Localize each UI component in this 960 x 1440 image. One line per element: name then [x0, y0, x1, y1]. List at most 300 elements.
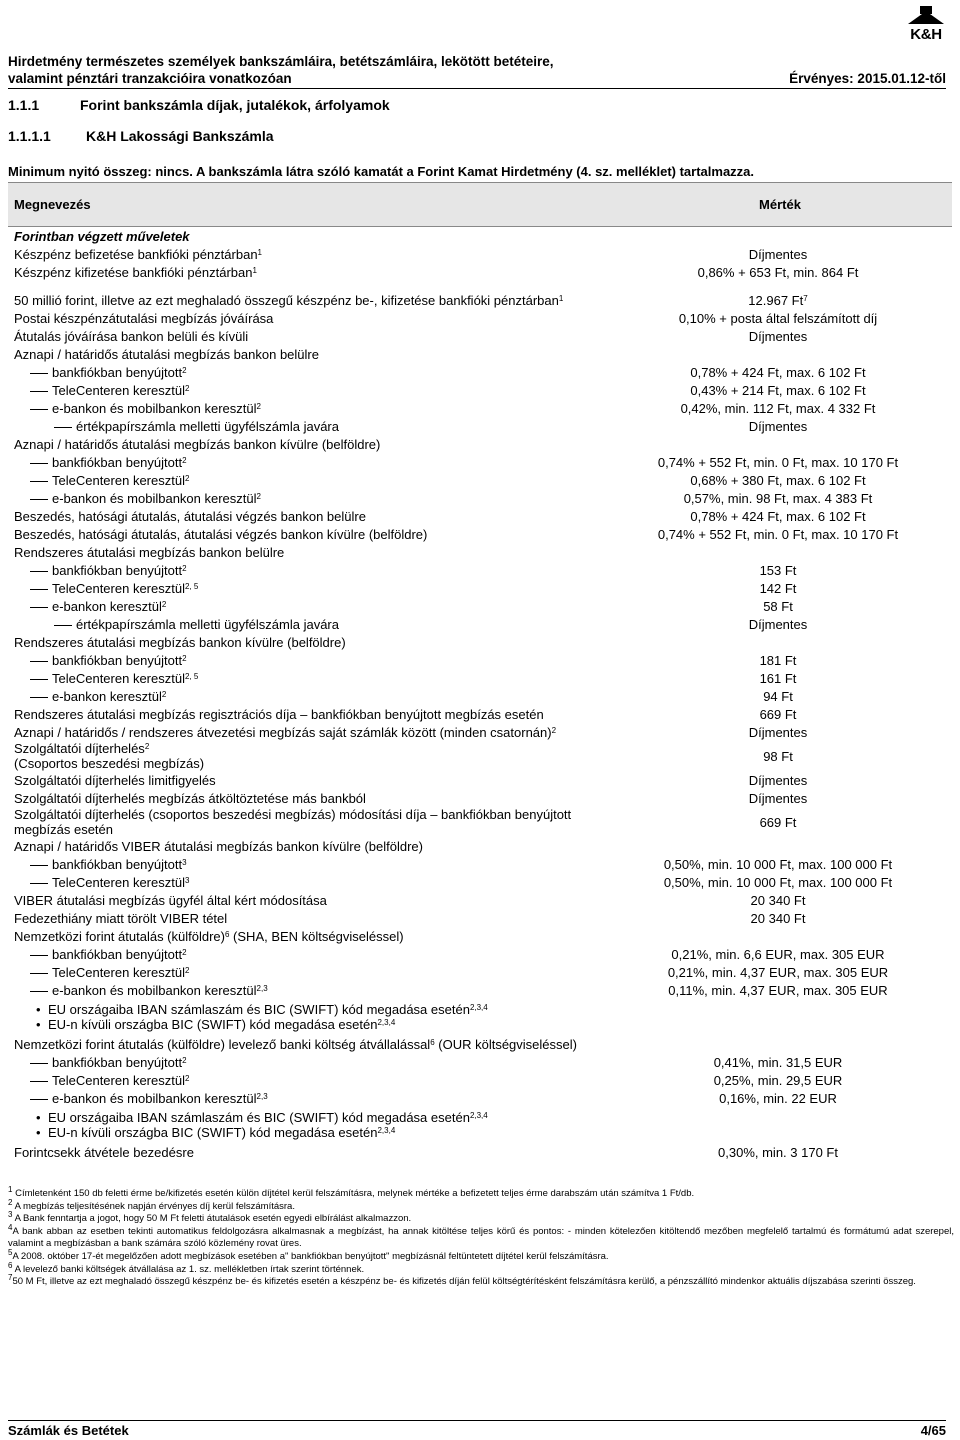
row-value: 98 Ft — [763, 748, 793, 764]
table-row — [8, 1143, 952, 1161]
row-name-cell — [8, 345, 608, 363]
bullet-item — [36, 1125, 608, 1140]
footnote-ref: 2 — [182, 455, 187, 465]
row-label: Fedezethiány miatt törölt VIBER tétel — [14, 910, 228, 926]
row-label: Beszedés, hatósági átutalás, átutalási végzés bankon kívülre (belföldre) — [14, 526, 428, 542]
row-label: Szolgáltatói díjterhelés megbízás átköltöztetése más bankból — [14, 790, 366, 806]
footnote-ref: 2 — [256, 491, 261, 501]
minimum-deposit-note: Minimum nyitó összeg: nincs. A bankszámla látra szóló kamatát a Forint Kamat Hirdetmény (4. sz. melléklet) tartalmazza. — [8, 164, 755, 179]
row-value: 0,43% + 214 Ft, max. 6 102 Ft — [690, 382, 866, 398]
footnote-ref: 2 — [184, 1073, 190, 1083]
row-value-cell — [608, 927, 952, 945]
row-name-cell — [8, 1071, 608, 1089]
row-label: Aznapi / határidős / rendszeres átvezetési megbízás saját számlák között (minden csatornán) — [14, 724, 552, 740]
table-row — [8, 309, 952, 327]
row-value-cell — [608, 579, 952, 597]
footnote-text: A Bank fenntartja a jogot, hogy 50 M Ft feletti átutalások esetén egyedi elbírálást alkalmazzon. — [12, 1213, 412, 1225]
row-label: TeleCenteren keresztül — [52, 382, 185, 398]
table-row — [8, 723, 952, 741]
table-row — [8, 1089, 952, 1107]
row-value-cell — [608, 381, 952, 399]
kh-logo-icon — [902, 4, 950, 26]
footnote-text: A megbízás teljesítésének napján érvényes díj kerül felszámításra. — [12, 1200, 295, 1212]
row-value-cell — [608, 291, 952, 309]
row-name-cell — [8, 1035, 608, 1053]
row-label: VIBER átutalási megbízás ügyfél által kért módosítása — [14, 892, 327, 908]
footnote-ref: 3 — [182, 857, 187, 867]
row-value: Díjmentes — [748, 772, 808, 788]
row-value-cell — [608, 363, 952, 381]
row-label: EU országaiba IBAN számlaszám és BIC (SWIFT) kód megadása esetén — [48, 1110, 470, 1125]
row-value-cell — [608, 281, 952, 291]
row-value-cell — [608, 687, 952, 705]
row-value: 669 Ft — [759, 706, 797, 722]
row-value: 0,78% + 424 Ft, max. 6 102 Ft — [690, 508, 866, 524]
footnote-ref: 1 — [558, 293, 564, 303]
row-value: 0,10% + posta által felszámított díj — [678, 310, 878, 326]
row-value: 0,74% + 552 Ft, min. 0 Ft, max. 10 170 Ft — [657, 526, 899, 542]
row-name-cell — [8, 687, 608, 705]
footnote — [8, 1222, 954, 1251]
footnote-number: 3 — [8, 1210, 13, 1220]
table-row — [8, 615, 952, 633]
row-label: TeleCenteren keresztül — [52, 670, 185, 686]
dash-icon — [30, 1063, 48, 1064]
table-row — [8, 381, 952, 399]
table-row — [8, 245, 952, 263]
table-row — [8, 435, 952, 453]
dash-icon — [30, 679, 48, 680]
row-value-cell — [608, 1071, 952, 1089]
row-value: 0,21%, min. 4,37 EUR, max. 305 EUR — [667, 964, 889, 980]
row-label: Forintcsekk átvétele bezedésre — [14, 1144, 194, 1160]
table-row — [8, 873, 952, 891]
row-value: 0,16%, min. 22 EUR — [719, 1090, 837, 1106]
row-name-cell — [8, 525, 608, 543]
footnote-ref: 2 — [184, 965, 190, 975]
footnote-number: 7 — [8, 1273, 13, 1283]
row-label: Készpénz befizetése bankfióki pénztárban — [14, 246, 258, 262]
row-name-cell — [8, 807, 608, 837]
dash-icon — [30, 481, 48, 482]
section-heading-2: 1.1.1.1 K&H Lakossági Bankszámla — [8, 128, 274, 144]
row-value: 94 Ft — [763, 688, 793, 704]
row-label: Beszedés, hatósági átutalás, átutalási végzés bankon belülre — [14, 508, 366, 524]
row-value-cell — [608, 489, 952, 507]
footnote-number: 4 — [8, 1222, 13, 1232]
row-name-cell — [8, 1089, 608, 1107]
footnote — [8, 1247, 954, 1264]
row-value: Díjmentes — [748, 328, 808, 344]
header-rule — [8, 88, 946, 89]
row-name-cell — [8, 633, 608, 651]
row-value-cell — [608, 651, 952, 669]
row-value-cell — [608, 615, 952, 633]
table-row — [8, 489, 952, 507]
row-value-cell — [608, 963, 952, 981]
row-value-cell — [608, 705, 952, 723]
table-row — [8, 525, 952, 543]
row-value-cell — [608, 227, 952, 246]
table-row — [8, 669, 952, 687]
row-label: e-bankon keresztül — [52, 598, 162, 614]
row-value-cell — [608, 327, 952, 345]
row-label: e-bankon és mobilbankon keresztül — [52, 490, 257, 506]
row-label: e-bankon és mobilbankon keresztül — [52, 1090, 257, 1106]
row-name-cell — [8, 1053, 608, 1071]
table-row — [8, 789, 952, 807]
row-name-cell — [8, 789, 608, 807]
row-label: Rendszeres átutalási megbízás bankon belülre — [14, 544, 285, 560]
table-row — [8, 1107, 952, 1143]
footnote-ref: 2 — [182, 365, 187, 375]
row-value: 161 Ft — [759, 670, 797, 686]
row-label: értékpapírszámla melletti ügyfélszámla javára — [76, 418, 339, 434]
dash-icon — [30, 883, 48, 884]
table-header-row — [8, 183, 952, 227]
footnote — [8, 1210, 954, 1226]
column-header-value: Mérték — [608, 183, 952, 227]
dash-icon — [54, 427, 72, 428]
row-name-cell — [8, 309, 608, 327]
footnote — [8, 1273, 954, 1289]
dash-icon — [30, 499, 48, 500]
table-row — [8, 597, 952, 615]
row-label: 50 millió forint, illetve az ezt meghaladó összegű készpénz be-, kifizetése bankfióki pénztárban — [14, 292, 559, 308]
row-label: Nemzetközi forint átutalás (külföldre) levelező banki költség átvállalással — [14, 1036, 431, 1052]
row-value-cell — [608, 345, 952, 363]
row-label: bankfiókban benyújtott — [52, 454, 183, 470]
footnote-ref: 2,3,4 — [377, 1018, 396, 1027]
table-row — [8, 471, 952, 489]
row-value: 142 Ft — [759, 580, 797, 596]
row-value-cell — [608, 945, 952, 963]
table-row — [8, 891, 952, 909]
table-body — [8, 227, 952, 1162]
row-label: TeleCenteren keresztül — [52, 874, 185, 890]
row-label: EU-n kívüli országba BIC (SWIFT) kód megadása esetén — [48, 1125, 378, 1140]
row-value-cell — [608, 1053, 952, 1071]
row-name-cell — [8, 1143, 608, 1161]
row-name-cell — [8, 263, 608, 281]
table-row — [8, 807, 952, 837]
footnote-number: 6 — [8, 1260, 13, 1270]
table-row — [8, 945, 952, 963]
footnote-ref: 2 — [256, 401, 261, 411]
table-row — [8, 837, 952, 855]
row-name-cell — [8, 363, 608, 381]
row-value: 669 Ft — [759, 814, 797, 830]
row-value: 0,68% + 380 Ft, max. 6 102 Ft — [690, 472, 866, 488]
column-header-name: Megnevezés — [8, 183, 608, 227]
footnote — [8, 1197, 954, 1214]
dash-icon — [30, 697, 48, 698]
bullet-icon: • — [36, 1110, 41, 1125]
row-value: 58 Ft — [763, 598, 793, 614]
bullet-item — [36, 1110, 608, 1125]
footnote-ref: 1 — [252, 265, 257, 275]
row-value-cell — [608, 837, 952, 855]
row-value: Díjmentes — [748, 246, 808, 262]
row-value: Díjmentes — [748, 616, 808, 632]
footnote-ref: 2,3 — [256, 983, 268, 993]
footnote-ref: 6 — [224, 929, 230, 939]
footnote-ref: 2, 5 — [184, 671, 199, 681]
row-value-cell — [608, 399, 952, 417]
table-row — [8, 927, 952, 945]
dash-icon — [30, 991, 48, 992]
row-name-cell — [8, 615, 608, 633]
validity-date: Érvényes: 2015.01.12-től — [789, 71, 946, 86]
row-label: EU országaiba IBAN számlaszám és BIC (SWIFT) kód megadása esetén — [48, 1002, 470, 1017]
dash-icon — [30, 1081, 48, 1082]
row-label: bankfiókban benyújtott — [52, 364, 183, 380]
footnote-text: 50 M Ft, illetve az ezt meghaladó összegű készpénz be- és kifizetés esetén a készpénz be- és kifizetés díján felül költségtérítésként felszámításra kerülő, a pénzszállító mindenkor aktuális díjszabása szerinti összeg. — [12, 1276, 916, 1288]
row-label: bankfiókban benyújtott — [52, 652, 183, 668]
table-row — [8, 453, 952, 471]
table-row — [8, 263, 952, 281]
footnote-text: Címletenként 150 db feletti érme be/kifizetés esetén külön díjtétel kerül felszámításra, melynek mértéke a befizetett teljes érme darabszám után számítva 1 Ft/db. — [12, 1188, 695, 1199]
table-row — [8, 543, 952, 561]
bullet-icon: • — [36, 1125, 41, 1140]
row-value-cell — [608, 873, 952, 891]
row-value-cell — [608, 309, 952, 327]
spacer-row — [8, 281, 952, 291]
dash-icon — [30, 955, 48, 956]
row-value-cell — [608, 909, 952, 927]
row-value: Díjmentes — [748, 790, 808, 806]
table-row — [8, 227, 952, 246]
row-label: e-bankon és mobilbankon keresztül — [52, 400, 257, 416]
row-name-cell — [8, 741, 608, 771]
footnote-ref: 2, 5 — [184, 581, 199, 591]
row-label: TeleCenteren keresztül — [52, 1072, 185, 1088]
footnote-ref: 2 — [161, 689, 167, 699]
row-value-cell — [608, 507, 952, 525]
row-value-cell — [608, 417, 952, 435]
row-value: 181 Ft — [759, 652, 797, 668]
footnote-ref: 1 — [257, 247, 262, 257]
footnote-text: A levelező banki költségek átvállalása az 1. sz. mellékletben írtak szerint történnek. — [12, 1263, 365, 1275]
row-name-cell — [8, 561, 608, 579]
fee-table — [8, 182, 952, 1161]
page-footer — [8, 1420, 946, 1438]
table-row — [8, 1035, 952, 1053]
row-name-cell — [8, 855, 608, 873]
header-title-line1: Hirdetmény természetes személyek bankszámláira, betétszámláira, lekötött betéteire, — [8, 54, 554, 69]
footnote-ref: 2 — [184, 473, 190, 483]
table-row — [8, 1071, 952, 1089]
row-label: bankfiókban benyújtott — [52, 562, 183, 578]
row-value: 20 340 Ft — [750, 892, 806, 908]
dash-icon — [30, 973, 48, 974]
row-value-cell — [608, 999, 952, 1035]
bullet-icon: • — [36, 1002, 41, 1017]
table-row — [8, 363, 952, 381]
row-name-cell — [8, 489, 608, 507]
table-row — [8, 399, 952, 417]
row-name-cell — [8, 291, 608, 309]
table-row — [8, 981, 952, 999]
row-value: 0,86% + 653 Ft, min. 864 Ft — [697, 264, 859, 280]
row-value: 20 340 Ft — [750, 910, 806, 926]
row-value-cell — [608, 789, 952, 807]
row-name-cell — [8, 381, 608, 399]
row-label: bankfiókban benyújtott — [52, 856, 183, 872]
footnote-ref: 3 — [184, 875, 190, 885]
footnote-ref: 2 — [551, 725, 557, 735]
footnote-number: 2 — [8, 1197, 13, 1207]
footnote-text: A bank abban az esetben tekinti automatikus feldolgozásra alkalmasnak a megbízást, ha annak kitöltése teljes körű és pontos: - minden kötelezően kitöltendő mezőben megfelelő tartalmú és formátumú adat szerepel, valamint a megbízásban a bank számára szóló közlemény rovat üres. — [8, 1225, 954, 1250]
footnote-ref: 2 — [182, 653, 187, 663]
row-value: 0,57%, min. 98 Ft, max. 4 383 Ft — [683, 490, 873, 506]
table-row — [8, 633, 952, 651]
row-value-cell — [608, 561, 952, 579]
row-label: értékpapírszámla melletti ügyfélszámla javára — [76, 616, 339, 632]
dash-icon — [30, 661, 48, 662]
row-value-cell — [608, 1089, 952, 1107]
row-value-cell — [608, 723, 952, 741]
row-value: 12.967 Ft — [748, 292, 804, 308]
header-title-line2: valamint pénztári tranzakcióira vonatkozóan — [8, 71, 292, 86]
row-value-cell — [608, 1035, 952, 1053]
row-name-cell — [8, 227, 608, 246]
row-label-tail: (SHA, BEN költségviseléssel) — [229, 928, 404, 944]
row-label: Készpénz kifizetése bankfióki pénztárban — [14, 264, 253, 280]
row-name-cell — [8, 435, 608, 453]
row-value: 153 Ft — [759, 562, 797, 578]
row-value-cell — [608, 1143, 952, 1161]
footnote-number: 1 — [8, 1185, 13, 1194]
table-row — [8, 417, 952, 435]
row-name-cell — [8, 471, 608, 489]
row-label: Rendszeres átutalási megbízás regisztrációs díja – bankfiókban benyújtott megbízás esetén — [14, 706, 544, 722]
row-name-cell — [8, 909, 608, 927]
table-row — [8, 327, 952, 345]
row-label: e-bankon és mobilbankon keresztül — [52, 982, 257, 998]
row-label: Átutalás jóváírása bankon belüli és kívüli — [14, 328, 249, 344]
row-value-cell — [608, 435, 952, 453]
logo-text: K&H — [910, 26, 942, 43]
dash-icon — [30, 865, 48, 866]
row-value-cell — [608, 1107, 952, 1143]
footnote — [8, 1185, 954, 1201]
row-name-cell — [8, 945, 608, 963]
row-label: TeleCenteren keresztül — [52, 964, 185, 980]
dash-icon — [30, 463, 48, 464]
row-value: 0,78% + 424 Ft, max. 6 102 Ft — [690, 364, 866, 380]
row-label: Szolgáltatói díjterhelés (csoportos beszedési megbízás) módosítási díja – bankfiókban benyújtott megbízás esetén — [14, 807, 572, 837]
row-value: 0,11%, min. 4,37 EUR, max. 305 EUR — [668, 982, 888, 998]
row-label: bankfiókban benyújtott — [52, 1054, 183, 1070]
table-row — [8, 345, 952, 363]
row-name-cell — [8, 891, 608, 909]
row-value-cell — [608, 855, 952, 873]
kh-logo — [902, 4, 950, 46]
footnote-ref: 2 — [182, 947, 187, 957]
table-row — [8, 561, 952, 579]
row-value: 0,74% + 552 Ft, min. 0 Ft, max. 10 170 Ft — [657, 454, 899, 470]
footnote-ref: 2 — [144, 742, 150, 751]
row-name-cell — [8, 669, 608, 687]
footnote-ref: 2 — [161, 599, 167, 609]
row-value-cell — [608, 807, 952, 837]
table-row — [8, 909, 952, 927]
row-label: Szolgáltatói díjterhelés limitfigyelés — [14, 772, 216, 788]
row-value: 0,50%, min. 10 000 Ft, max. 100 000 Ft — [663, 874, 893, 890]
row-value-cell — [608, 771, 952, 789]
table-row — [8, 855, 952, 873]
row-name-cell — [8, 417, 608, 435]
bullet-item — [36, 1017, 608, 1032]
row-value-cell — [608, 633, 952, 651]
row-name-cell — [8, 705, 608, 723]
row-value-cell — [608, 525, 952, 543]
row-name-cell — [8, 963, 608, 981]
row-value-cell — [608, 263, 952, 281]
section-heading-1: 1.1.1 Forint bankszámla díjak, jutalékok, árfolyamok — [8, 97, 390, 113]
footnote-ref: 2 — [182, 1055, 187, 1065]
footnotes — [8, 1185, 954, 1289]
table-row — [8, 651, 952, 669]
table-row — [8, 741, 952, 771]
document-header — [8, 53, 946, 89]
dash-icon — [54, 625, 72, 626]
row-name-cell — [8, 771, 608, 789]
row-value: 0,42%, min. 112 Ft, max. 4 332 Ft — [680, 400, 876, 416]
table-row — [8, 1053, 952, 1071]
row-label-tail: (OUR költségviseléssel) — [434, 1036, 577, 1052]
table-row — [8, 771, 952, 789]
footnote-ref: 6 — [430, 1037, 435, 1047]
row-name-cell — [8, 837, 608, 855]
bullet-icon: • — [36, 1017, 41, 1032]
dash-icon — [30, 391, 48, 392]
footnote-ref: 2,3,4 — [377, 1126, 396, 1135]
row-label: Postai készpénzátutalási megbízás jóváírása — [14, 310, 274, 326]
row-name-cell — [8, 873, 608, 891]
footnote-ref: 2,3,4 — [469, 1003, 488, 1012]
page-number: 4/65 — [920, 1423, 946, 1438]
row-value: 0,50%, min. 10 000 Ft, max. 100 000 Ft — [663, 856, 893, 872]
bullet-item — [36, 1002, 608, 1017]
footnote-ref: 2 — [182, 563, 187, 573]
table-row — [8, 963, 952, 981]
row-label: TeleCenteren keresztül — [52, 472, 185, 488]
footnote — [8, 1260, 954, 1277]
footer-section-title: Számlák és Betétek — [8, 1423, 129, 1438]
table-row — [8, 507, 952, 525]
row-value-cell — [608, 669, 952, 687]
row-label: Aznapi / határidős átutalási megbízás bankon kívülre (belföldre) — [14, 436, 381, 452]
footnote-text: A 2008. október 17-ét megelőzően adott megbízások esetében a" bankfiókban benyújtott" megbízásnál feltüntetett díjtétel kerül felszámításra. — [12, 1250, 609, 1262]
dash-icon — [30, 373, 48, 374]
row-value: 0,25%, min. 29,5 EUR — [713, 1072, 843, 1088]
row-name-cell — [8, 543, 608, 561]
table-row — [8, 999, 952, 1035]
row-value: 0,41%, min. 31,5 EUR — [713, 1054, 843, 1070]
dash-icon — [30, 1099, 48, 1100]
row-name-cell — [8, 579, 608, 597]
footnote-ref: 2,3,4 — [469, 1111, 488, 1120]
row-name-cell — [8, 399, 608, 417]
row-name-cell — [8, 245, 608, 263]
row-name-cell — [8, 507, 608, 525]
row-value: Díjmentes — [748, 724, 808, 740]
row-label: bankfiókban benyújtott — [52, 946, 183, 962]
dash-icon — [30, 589, 48, 590]
row-value: 0,30%, min. 3 170 Ft — [718, 1144, 838, 1160]
